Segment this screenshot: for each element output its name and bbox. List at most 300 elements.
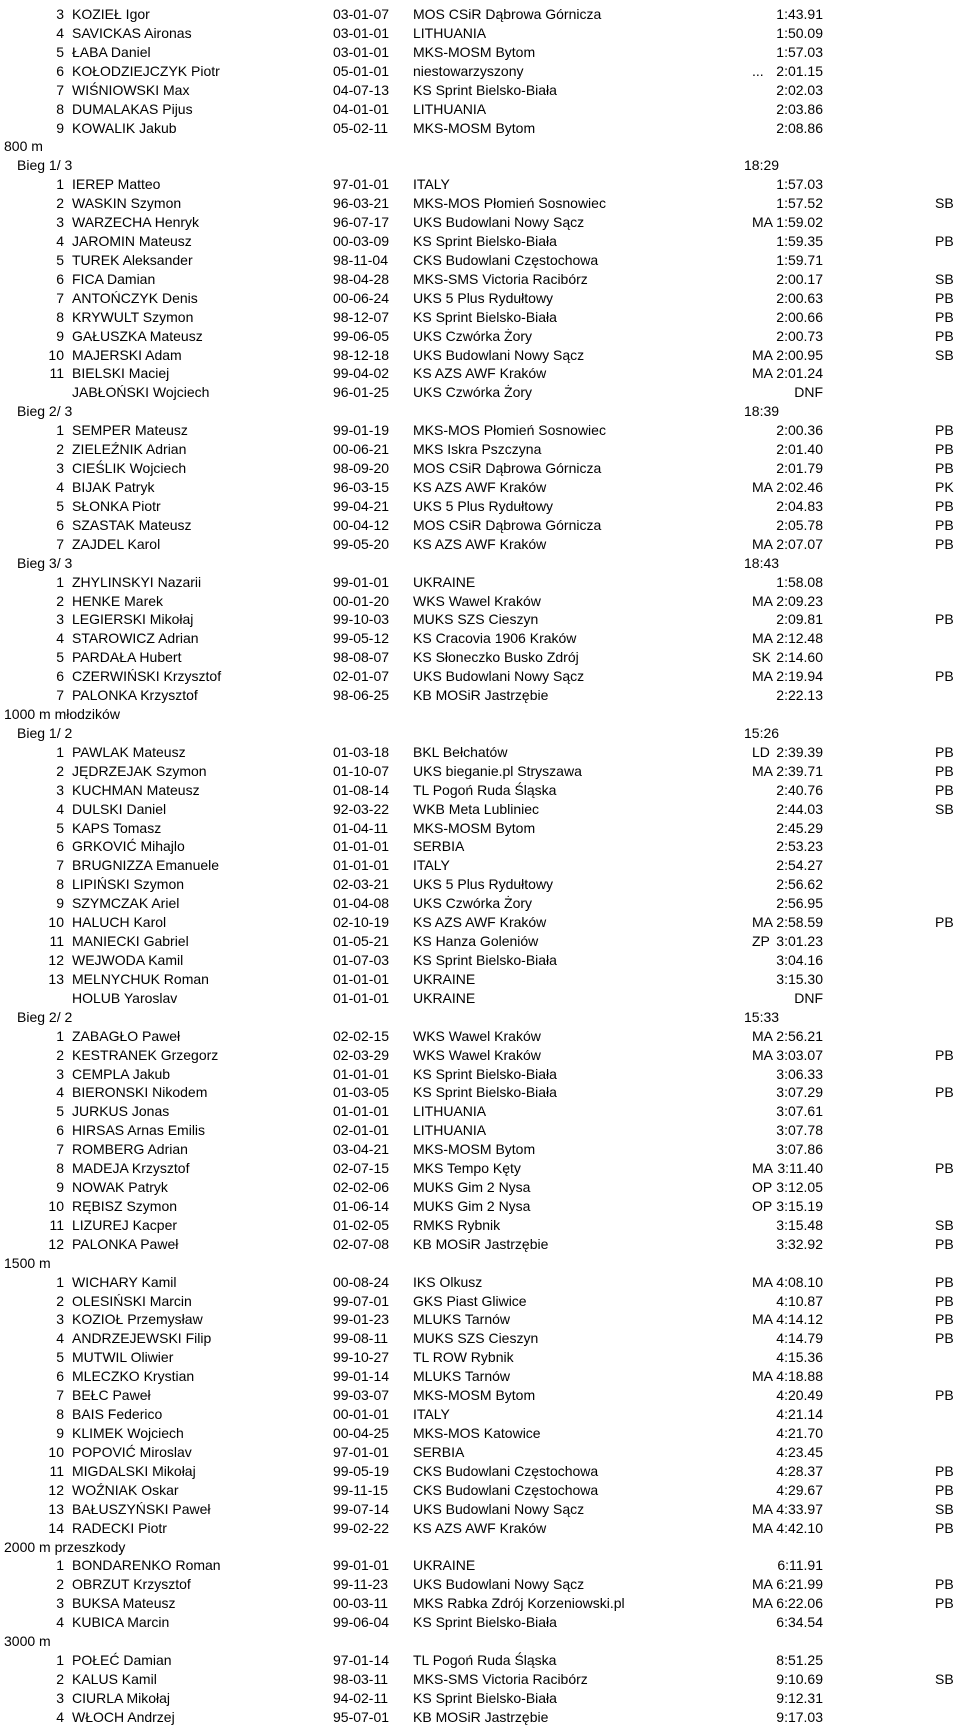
result-row xyxy=(0,932,960,950)
birth-date-cell: 98-11-04 xyxy=(333,251,389,268)
athlete-name-cell: KUCHMAN Mateusz xyxy=(72,781,200,798)
result-time-cell: 3:32.92 xyxy=(776,1235,823,1252)
result-time-cell: 1:50.09 xyxy=(776,24,823,41)
athlete-name-cell: BAIS Federico xyxy=(72,1406,163,1423)
athlete-name-cell: KLIMEK Wojciech xyxy=(72,1425,184,1441)
result-row xyxy=(0,1443,960,1461)
club-cell: MKS-MOSM Bytom xyxy=(413,119,536,136)
athlete-name-cell: ZIELEŹNIK Adrian xyxy=(72,441,187,458)
athlete-name-cell: PARDAŁA Hubert xyxy=(72,649,182,666)
club-cell: MLUKS Tarnów xyxy=(413,1368,511,1385)
result-time-cell: 6:34.54 xyxy=(776,1614,823,1631)
result-row xyxy=(0,232,960,250)
club-cell: MKS-SMS Victoria Racibórz xyxy=(413,1670,588,1687)
club-cell: MKS-MOS Płomień Sosnowiec xyxy=(413,422,606,439)
club-cell: CKS Budowlani Częstochowa xyxy=(413,1481,599,1498)
result-time-cell: 4:42.10 xyxy=(776,1519,823,1536)
result-row xyxy=(0,1159,960,1177)
place-cell: 5 xyxy=(56,497,64,514)
result-time-cell: 2:00.73 xyxy=(776,327,823,344)
record-flag-cell: PB xyxy=(935,233,954,250)
result-time-cell: 4:20.49 xyxy=(776,1387,823,1404)
region-cell: MA xyxy=(752,630,773,647)
result-row xyxy=(0,1481,960,1499)
birth-date-cell: 99-10-03 xyxy=(333,611,390,628)
club-cell: KS Sprint Bielsko-Biała xyxy=(413,308,557,325)
place-cell: 4 xyxy=(56,479,64,495)
region-cell: MA xyxy=(752,1273,773,1290)
place-cell: 5 xyxy=(56,1103,64,1120)
place-cell: 7 xyxy=(56,857,64,874)
place-cell: 1 xyxy=(56,1027,64,1044)
place-cell: 1 xyxy=(56,1557,64,1574)
place-cell: 5 xyxy=(56,43,64,60)
event-title: 1000 m młodzików xyxy=(4,706,120,723)
result-time-cell: 3:07.29 xyxy=(776,1084,823,1101)
club-cell: UKS Budowlani Nowy Sącz xyxy=(413,214,585,231)
club-cell: UKS 5 Plus Rydułtowy xyxy=(413,497,554,514)
athlete-name-cell: MANIECKI Gabriel xyxy=(72,933,189,950)
result-row xyxy=(0,629,960,647)
region-cell: MA xyxy=(752,1027,773,1044)
athlete-name-cell: MADEJA Krzysztof xyxy=(72,1160,190,1177)
place-cell: 1 xyxy=(56,573,64,590)
event-header xyxy=(0,1254,960,1272)
club-cell: SERBIA xyxy=(413,838,465,855)
result-time-cell: 3:03.07 xyxy=(776,1046,823,1063)
record-flag-cell: PB xyxy=(935,1273,954,1290)
club-cell: KS Sprint Bielsko-Biała xyxy=(413,952,557,968)
result-row xyxy=(0,62,960,80)
result-row xyxy=(0,459,960,477)
club-cell: KB MOSiR Jastrzębie xyxy=(413,1708,549,1725)
club-cell: MKS-MOSM Bytom xyxy=(413,1141,536,1158)
result-time-cell: 9:10.69 xyxy=(776,1670,823,1687)
record-flag-cell: PB xyxy=(935,1576,954,1593)
heat-header xyxy=(0,156,960,174)
place-cell: 7 xyxy=(56,535,64,552)
heat-title: Bieg 1/ 3 xyxy=(17,157,73,174)
result-time-cell: 8:51.25 xyxy=(776,1652,823,1669)
club-cell: BKL Bełchatów xyxy=(413,743,508,760)
birth-date-cell: 01-10-07 xyxy=(333,762,390,779)
athlete-name-cell: LIPIŃSKI Szymon xyxy=(72,876,185,893)
record-flag-cell: SB xyxy=(935,1500,954,1517)
result-row xyxy=(0,535,960,553)
birth-date-cell: 01-04-11 xyxy=(333,819,389,836)
place-cell: 2 xyxy=(56,762,64,779)
club-cell: MKS Iskra Pszczyna xyxy=(413,441,542,458)
result-row xyxy=(0,951,960,969)
result-time-cell: 2:02.46 xyxy=(776,479,823,495)
athlete-name-cell: WIŚNIOWSKI Max xyxy=(72,81,190,98)
athlete-name-cell: KOZIOŁ Przemysław xyxy=(72,1311,203,1328)
result-row xyxy=(0,1405,960,1423)
place-cell: 2 xyxy=(56,441,64,458)
birth-date-cell: 98-08-07 xyxy=(333,649,390,666)
athlete-name-cell: ZHYLINSKYI Nazarii xyxy=(72,573,202,590)
club-cell: KS AZS AWF Kraków xyxy=(413,1519,547,1536)
birth-date-cell: 97-01-01 xyxy=(333,1443,390,1460)
birth-date-cell: 99-01-19 xyxy=(333,422,390,439)
result-time-cell: 3:07.86 xyxy=(776,1141,823,1158)
record-flag-cell: PB xyxy=(935,1292,954,1309)
place-cell: 7 xyxy=(56,81,64,98)
result-time-cell: 3:15.48 xyxy=(776,1216,823,1233)
birth-date-cell: 02-07-08 xyxy=(333,1235,390,1252)
birth-date-cell: 99-04-02 xyxy=(333,365,390,382)
birth-date-cell: 02-03-21 xyxy=(333,876,390,893)
athlete-name-cell: BAŁUSZYŃSKI Paweł xyxy=(72,1500,211,1517)
record-flag-cell: PB xyxy=(935,1311,954,1328)
record-flag-cell: SB xyxy=(935,800,954,817)
place-cell: 1 xyxy=(56,743,64,760)
result-row xyxy=(0,270,960,288)
result-time-cell: 3:07.61 xyxy=(776,1103,823,1120)
heat-start-time: 15:26 xyxy=(744,724,780,741)
place-cell: 2 xyxy=(56,1576,64,1593)
result-time-cell: 4:18.88 xyxy=(776,1368,823,1385)
birth-date-cell: 99-06-04 xyxy=(333,1614,390,1631)
event-title: 1500 m xyxy=(4,1254,51,1271)
athlete-name-cell: MELNYCHUK Roman xyxy=(72,970,209,987)
athlete-name-cell: RĘBISZ Szymon xyxy=(72,1197,178,1214)
result-row xyxy=(0,1121,960,1139)
club-cell: MKS Tempo Kęty xyxy=(413,1160,521,1177)
place-cell: 9 xyxy=(56,895,64,912)
record-flag-cell: SB xyxy=(935,1216,954,1233)
birth-date-cell: 03-01-01 xyxy=(333,24,390,41)
event-header xyxy=(0,137,960,155)
result-time-cell: 4:15.36 xyxy=(776,1349,823,1366)
place-cell: 8 xyxy=(56,1160,64,1177)
athlete-name-cell: ANDRZEJEWSKI Filip xyxy=(72,1330,212,1347)
result-row xyxy=(0,1386,960,1404)
record-flag-cell: SB xyxy=(935,270,954,287)
result-time-cell: 1:59.02 xyxy=(776,214,823,231)
place-cell: 5 xyxy=(56,819,64,836)
birth-date-cell: 02-07-15 xyxy=(333,1160,390,1177)
result-row xyxy=(0,43,960,61)
region-cell: MA xyxy=(752,1311,773,1328)
result-row xyxy=(0,251,960,269)
athlete-name-cell: HENKE Marek xyxy=(72,592,164,609)
birth-date-cell: 00-01-20 xyxy=(333,592,390,609)
result-row xyxy=(0,1273,960,1291)
birth-date-cell: 02-02-15 xyxy=(333,1027,390,1044)
result-row xyxy=(0,1651,960,1669)
result-row xyxy=(0,667,960,685)
birth-date-cell: 96-03-15 xyxy=(333,479,390,495)
result-time-cell: 4:21.70 xyxy=(776,1425,823,1441)
result-time-cell: 2:00.66 xyxy=(776,308,823,325)
birth-date-cell: 99-10-27 xyxy=(333,1349,390,1366)
athlete-name-cell: POPOVIĆ Miroslav xyxy=(72,1443,192,1460)
club-cell: MLUKS Tarnów xyxy=(413,1311,511,1328)
birth-date-cell: 99-01-23 xyxy=(333,1311,390,1328)
result-time-cell: 4:21.14 xyxy=(776,1406,823,1423)
result-row xyxy=(0,119,960,137)
result-row xyxy=(0,1102,960,1120)
region-cell: MA xyxy=(752,346,773,363)
region-cell: ZP xyxy=(752,933,770,950)
place-cell: 3 xyxy=(56,1689,64,1706)
place-cell: 4 xyxy=(56,1708,64,1725)
result-time-cell: DNF xyxy=(794,989,823,1006)
club-cell: MKS-MOSM Bytom xyxy=(413,43,536,60)
club-cell: LITHUANIA xyxy=(413,1122,487,1139)
event-title: 3000 m xyxy=(4,1633,51,1650)
athlete-name-cell: PALONKA Krzysztof xyxy=(72,687,198,704)
result-time-cell: 2:02.03 xyxy=(776,81,823,98)
athlete-name-cell: ANTOŃCZYK Denis xyxy=(72,289,198,306)
birth-date-cell: 99-05-20 xyxy=(333,535,390,552)
record-flag-cell: PB xyxy=(935,668,954,685)
result-row xyxy=(0,1594,960,1612)
athlete-name-cell: JĘDRZEJAK Szymon xyxy=(72,762,207,779)
region-cell: MA xyxy=(752,1519,773,1536)
birth-date-cell: 99-11-15 xyxy=(333,1481,389,1498)
result-time-cell: 2:56.62 xyxy=(776,876,823,893)
result-row xyxy=(0,1613,960,1631)
record-flag-cell: PB xyxy=(935,535,954,552)
place-cell: 8 xyxy=(56,100,64,117)
place-cell: 6 xyxy=(56,270,64,287)
athlete-name-cell: CEMPLA Jakub xyxy=(72,1065,171,1082)
region-cell: OP xyxy=(752,1179,773,1196)
club-cell: UKS Budowlani Nowy Sącz xyxy=(413,1500,585,1517)
record-flag-cell: PB xyxy=(935,327,954,344)
birth-date-cell: 01-04-08 xyxy=(333,895,390,912)
place-cell: 6 xyxy=(56,62,64,79)
result-row xyxy=(0,894,960,912)
club-cell: UKRAINE xyxy=(413,573,476,590)
record-flag-cell: PB xyxy=(935,308,954,325)
birth-date-cell: 99-01-01 xyxy=(333,573,390,590)
birth-date-cell: 95-07-01 xyxy=(333,1708,390,1725)
place-cell: 8 xyxy=(56,1406,64,1423)
athlete-name-cell: LEGIERSKI Mikołaj xyxy=(72,611,194,628)
result-time-cell: 2:54.27 xyxy=(776,857,823,874)
birth-date-cell: 01-01-01 xyxy=(333,970,390,987)
place-cell: 1 xyxy=(56,1273,64,1290)
athlete-name-cell: KOŁODZIEJCZYK Piotr xyxy=(72,62,220,79)
result-time-cell: 1:58.08 xyxy=(776,573,823,590)
place-cell: 7 xyxy=(56,289,64,306)
athlete-name-cell: MAJERSKI Adam xyxy=(72,346,182,363)
result-row xyxy=(0,875,960,893)
result-time-cell: 1:43.91 xyxy=(776,6,823,22)
region-cell: MA xyxy=(752,1595,773,1612)
club-cell: UKRAINE xyxy=(413,1557,476,1574)
birth-date-cell: 96-01-25 xyxy=(333,384,390,401)
heat-start-time: 18:29 xyxy=(744,157,780,174)
result-row xyxy=(0,1329,960,1347)
club-cell: MKS Rabka Zdrój Korzeniowski.pl xyxy=(413,1595,625,1612)
place-cell: 4 xyxy=(56,1614,64,1631)
birth-date-cell: 01-01-01 xyxy=(333,838,390,855)
region-cell: MA xyxy=(752,1576,773,1593)
club-cell: MKS-MOS Katowice xyxy=(413,1425,541,1441)
place-cell: 3 xyxy=(56,1311,64,1328)
birth-date-cell: 00-06-24 xyxy=(333,289,390,306)
birth-date-cell: 99-01-14 xyxy=(333,1368,390,1385)
club-cell: WKB Meta Lubliniec xyxy=(413,800,540,817)
birth-date-cell: 04-07-13 xyxy=(333,81,390,98)
place-cell: 11 xyxy=(49,1462,64,1479)
birth-date-cell: 99-03-07 xyxy=(333,1387,390,1404)
athlete-name-cell: SZYMCZAK Ariel xyxy=(72,895,180,912)
place-cell: 10 xyxy=(48,346,64,363)
birth-date-cell: 99-02-22 xyxy=(333,1519,390,1536)
place-cell: 8 xyxy=(56,876,64,893)
club-cell: MUKS SZS Cieszyn xyxy=(413,611,539,628)
result-row xyxy=(0,24,960,42)
athlete-name-cell: WICHARY Kamil xyxy=(72,1273,177,1290)
place-cell: 4 xyxy=(56,233,64,250)
record-flag-cell: PB xyxy=(935,743,954,760)
place-cell: 5 xyxy=(56,649,64,666)
birth-date-cell: 00-03-11 xyxy=(333,1595,389,1612)
club-cell: KS Hanza Goleniów xyxy=(413,933,539,950)
record-flag-cell: PB xyxy=(935,1235,954,1252)
result-row xyxy=(0,837,960,855)
club-cell: LITHUANIA xyxy=(413,100,487,117)
club-cell: RMKS Rybnik xyxy=(413,1216,501,1233)
place-cell: 4 xyxy=(56,1330,64,1347)
club-cell: GKS Piast Gliwice xyxy=(413,1292,527,1309)
birth-date-cell: 98-09-20 xyxy=(333,460,390,477)
record-flag-cell: SB xyxy=(935,195,954,212)
club-cell: KS Sprint Bielsko-Biała xyxy=(413,1065,557,1082)
birth-date-cell: 96-03-21 xyxy=(333,195,390,212)
athlete-name-cell: LIZUREJ Kacper xyxy=(72,1216,178,1233)
result-time-cell: 1:57.03 xyxy=(776,176,823,193)
birth-date-cell: 02-10-19 xyxy=(333,914,390,931)
result-time-cell: 3:15.19 xyxy=(776,1197,823,1214)
region-cell: MA xyxy=(752,365,773,382)
birth-date-cell: 03-04-21 xyxy=(333,1141,390,1158)
result-time-cell: 2:40.76 xyxy=(776,781,823,798)
club-cell: KS Sprint Bielsko-Biała xyxy=(413,81,557,98)
club-cell: MKS-MOSM Bytom xyxy=(413,819,536,836)
place-cell: 2 xyxy=(56,1292,64,1309)
birth-date-cell: 01-08-14 xyxy=(333,781,390,798)
result-time-cell: 2:01.15 xyxy=(776,62,823,79)
birth-date-cell: 00-01-01 xyxy=(333,1406,390,1423)
athlete-name-cell: NOWAK Patryk xyxy=(72,1179,168,1196)
place-cell: 3 xyxy=(56,1595,64,1612)
result-row xyxy=(0,913,960,931)
athlete-name-cell: CIEŚLIK Wojciech xyxy=(72,460,187,477)
result-time-cell: 2:45.29 xyxy=(776,819,823,836)
club-cell: UKS bieganie.pl Stryszawa xyxy=(413,762,582,779)
club-cell: LITHUANIA xyxy=(413,1103,487,1120)
athlete-name-cell: KESTRANEK Grzegorz xyxy=(72,1046,219,1063)
club-cell: UKS Budowlani Nowy Sącz xyxy=(413,346,585,363)
athlete-name-cell: HIRSAS Arnas Emilis xyxy=(72,1122,206,1139)
place-cell: 2 xyxy=(56,592,64,609)
result-row xyxy=(0,175,960,193)
record-flag-cell: PB xyxy=(935,422,954,439)
athlete-name-cell: SEMPER Mateusz xyxy=(72,422,188,439)
result-row xyxy=(0,289,960,307)
athlete-name-cell: ROMBERG Adrian xyxy=(72,1141,188,1158)
result-row xyxy=(0,81,960,99)
club-cell: KS Cracovia 1906 Kraków xyxy=(413,630,577,647)
result-time-cell: 2:07.07 xyxy=(776,535,823,552)
athlete-name-cell: BRUGNIZZA Emanuele xyxy=(72,857,220,874)
result-row xyxy=(0,497,960,515)
region-cell: MA xyxy=(752,1368,773,1385)
club-cell: MKS-SMS Victoria Racibórz xyxy=(413,270,588,287)
result-row xyxy=(0,1575,960,1593)
birth-date-cell: 99-11-23 xyxy=(333,1576,389,1593)
heat-title: Bieg 1/ 2 xyxy=(17,724,73,741)
result-row xyxy=(0,1310,960,1328)
athlete-name-cell: KOWALIK Jakub xyxy=(72,119,177,136)
athlete-name-cell: BIJAK Patryk xyxy=(72,479,155,495)
heat-title: Bieg 2/ 3 xyxy=(17,403,73,420)
result-time-cell: 4:14.12 xyxy=(776,1311,823,1328)
result-time-cell: 6:11.91 xyxy=(777,1557,823,1574)
result-time-cell: 2:53.23 xyxy=(776,838,823,855)
birth-date-cell: 04-01-01 xyxy=(333,100,390,117)
athlete-name-cell: IEREP Matteo xyxy=(72,176,161,193)
result-time-cell: 1:57.52 xyxy=(776,195,823,212)
place-cell: 10 xyxy=(48,1443,64,1460)
athlete-name-cell: GRKOVIĆ Mihajlo xyxy=(72,838,185,855)
heat-header xyxy=(0,724,960,742)
result-time-cell: 2:04.83 xyxy=(776,497,823,514)
result-time-cell: 2:01.40 xyxy=(776,441,823,458)
result-time-cell: 2:03.86 xyxy=(776,100,823,117)
birth-date-cell: 05-02-11 xyxy=(333,119,389,136)
birth-date-cell: 01-01-01 xyxy=(333,1065,390,1082)
club-cell: KS AZS AWF Kraków xyxy=(413,479,547,495)
place-cell: 2 xyxy=(56,195,64,212)
place-cell: 2 xyxy=(56,1670,64,1687)
athlete-name-cell: WARZECHA Henryk xyxy=(72,214,200,231)
result-row xyxy=(0,364,960,382)
club-cell: niestowarzyszony xyxy=(413,62,524,79)
athlete-name-cell: MUTWIL Oliwier xyxy=(72,1349,174,1366)
club-cell: UKS Czwórka Żory xyxy=(413,384,533,401)
result-row xyxy=(0,743,960,761)
result-time-cell: 2:19.94 xyxy=(776,668,823,685)
birth-date-cell: 98-04-28 xyxy=(333,270,390,287)
record-flag-cell: SB xyxy=(935,1670,954,1687)
heat-title: Bieg 2/ 2 xyxy=(17,1008,73,1025)
result-time-cell: 4:23.45 xyxy=(776,1443,823,1460)
birth-date-cell: 99-06-05 xyxy=(333,327,390,344)
result-time-cell: 1:59.71 xyxy=(776,251,823,268)
heat-start-time: 18:39 xyxy=(744,403,780,420)
result-row xyxy=(0,346,960,364)
club-cell: UKRAINE xyxy=(413,970,476,987)
heat-start-time: 18:43 xyxy=(744,554,780,571)
athlete-name-cell: TUREK Aleksander xyxy=(72,251,193,268)
place-cell: 4 xyxy=(56,800,64,817)
result-row xyxy=(0,327,960,345)
birth-date-cell: 00-03-09 xyxy=(333,233,390,250)
place-cell: 8 xyxy=(56,308,64,325)
place-cell: 10 xyxy=(48,914,64,931)
athlete-name-cell: OBRZUT Krzysztof xyxy=(72,1576,191,1593)
athlete-name-cell: JAROMIN Mateusz xyxy=(72,233,192,250)
place-cell: 6 xyxy=(56,516,64,533)
place-cell: 13 xyxy=(48,1500,64,1517)
